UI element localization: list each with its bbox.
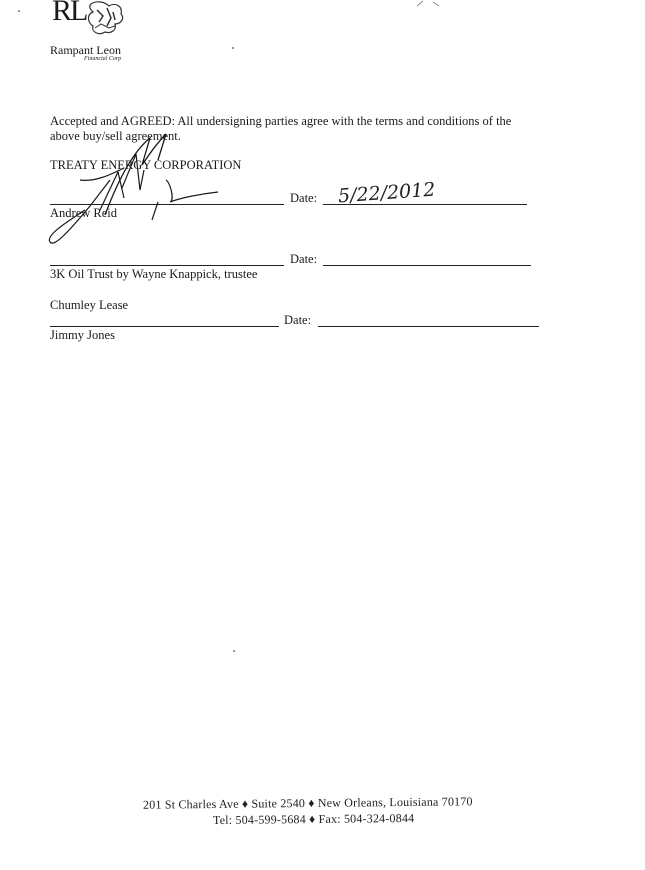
date-line [318, 326, 539, 327]
date-line [323, 265, 531, 266]
signer-name: Andrew Reid [50, 206, 117, 220]
signature-line [50, 326, 279, 327]
date-label: Date: [284, 313, 312, 327]
scan-speck [232, 47, 234, 49]
agreement-intro-line2: above buy/sell agreement. [50, 129, 181, 143]
handwritten-signature [40, 120, 250, 250]
company-subtitle: Financial Corp [84, 56, 122, 62]
scan-mark [415, 0, 445, 8]
signature-line [50, 265, 284, 266]
signer-name: 3K Oil Trust by Wayne Knappick, trustee [50, 267, 258, 281]
logo-monogram: RL [52, 0, 87, 27]
date-label: Date: [290, 252, 318, 266]
scan-speck [18, 10, 20, 12]
party-heading: Chumley Lease [50, 298, 129, 312]
scan-speck [233, 650, 235, 652]
signer-name: Jimmy Jones [50, 328, 115, 342]
date-label: Date: [290, 191, 318, 205]
agreement-intro-line1: Accepted and AGREED: All undersigning parties agree with the terms and conditions of the [50, 114, 512, 128]
party-heading: TREATY ENERGY CORPORATION [50, 158, 242, 172]
footer-contact: Tel: 504-599-5684 ♦ Fax: 504-324-0844 [212, 810, 415, 828]
company-name: Rampant Leon [50, 43, 121, 57]
handwritten-date: 5/22/2012 [337, 178, 437, 208]
lion-crest-icon [85, 0, 127, 38]
footer-address: 201 St Charles Ave ♦ Suite 2540 ♦ New Orleans, Louisiana 70170 [142, 794, 473, 812]
